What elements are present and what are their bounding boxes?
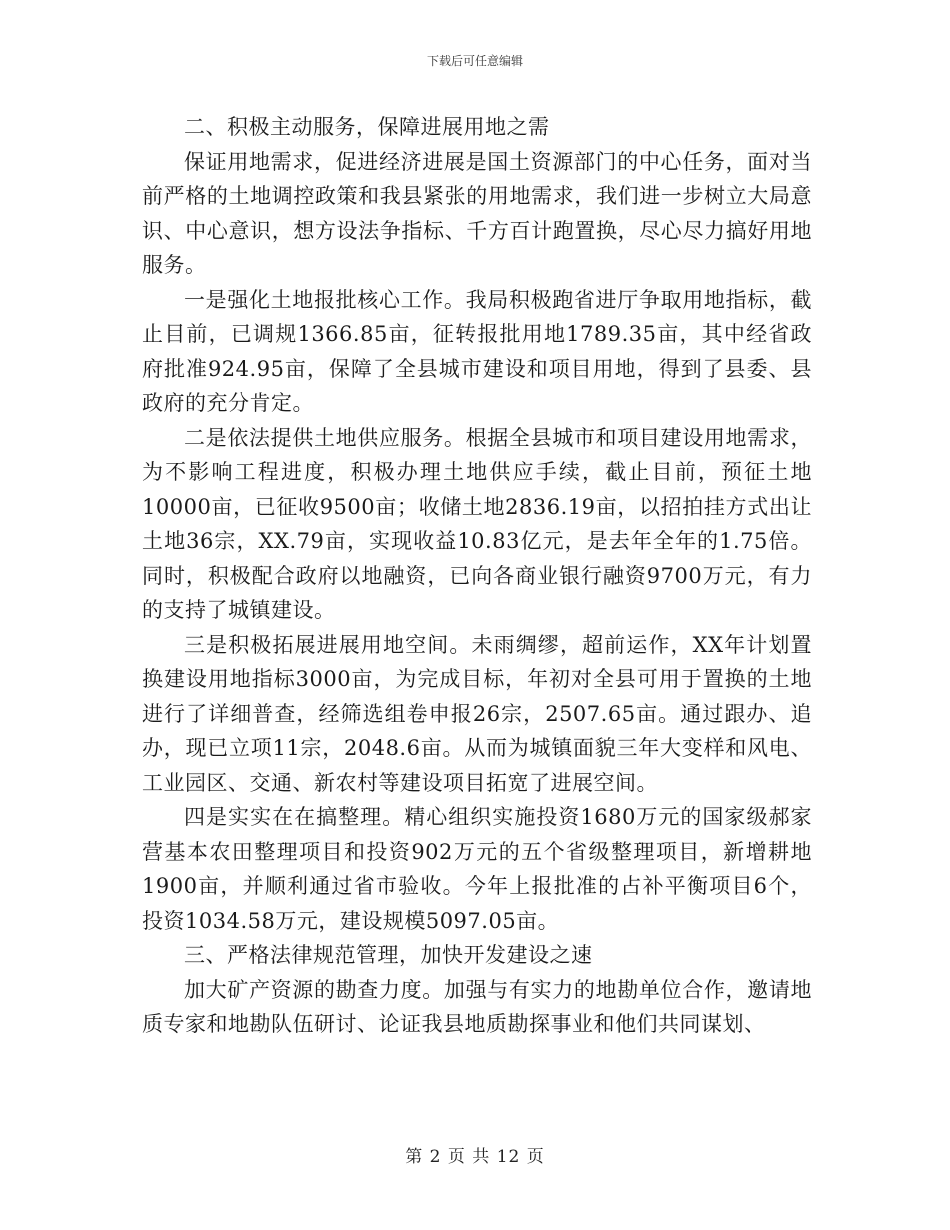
page-footer: 第 2 页 共 12 页 — [405, 1147, 545, 1167]
page-header: 下载后可任意编辑 — [426, 54, 523, 68]
document-body — [142, 110, 812, 1042]
body-paragraph: 三是积极拓展进展用地空间。未雨绸缪，超前运作，XX年计划置换建设用地指标3000亩，为完成目标，年初对全县可用于置换的土地进行了详细普查，经筛选组卷申报26宗，2507.65亩。通过跟办、追办，现已立项11宗，2048.6亩。从而为城镇面貌三年大变样和风电、工业园区、交通、新农村等建设项目拓宽了进展空间。 — [142, 632, 812, 795]
body-paragraph: 保证用地需求，促进经济进展是国土资源部门的中心任务，面对当前严格的土地调控政策和我县紧张的用地需求，我们进一步树立大局意识、中心意识，想方设法争指标、千方百计跑置换，尽心尽力搞好用地服务。 — [142, 149, 812, 277]
body-paragraph: 二是依法提供土地供应服务。根据全县城市和项目建设用地需求，为不影响工程进度，积极办理土地供应手续，截止目前，预征土地10000亩，已征收9500亩；收储土地2836.19亩，以招拍挂方式出让土地36宗，XX.79亩，实现收益10.83亿元，是去年全年的1.75倍。同时，积极配合政府以地融资，已向各商业银行融资9700万元，有力的支持了城镇建设。 — [142, 425, 812, 622]
section-heading: 二、积极主动服务，保障进展用地之需 — [184, 115, 550, 139]
body-paragraph: 加大矿产资源的勘查力度。加强与有实力的地勘单位合作，邀请地质专家和地勘队伍研讨、论证我县地质勘探事业和他们共同谋划、 — [142, 977, 812, 1036]
section-heading: 三、严格法律规范管理，加快开发建设之速 — [184, 943, 593, 967]
body-paragraph: 一是强化土地报批核心工作。我局积极跑省进厅争取用地指标，截止目前，已调规1366.85亩，征转报批用地1789.35亩，其中经省政府批准924.95亩，保障了全县城市建设和项目用地，得到了县委、县政府的充分肯定。 — [142, 287, 812, 415]
body-paragraph: 四是实实在在搞整理。精心组织实施投资1680万元的国家级郝家营基本农田整理项目和投资902万元的五个省级整理项目，新增耕地1900亩，并顺利通过省市验收。今年上报批准的占补平衡项目6个，投资1034.58万元，建设规模5097.05亩。 — [142, 805, 812, 933]
